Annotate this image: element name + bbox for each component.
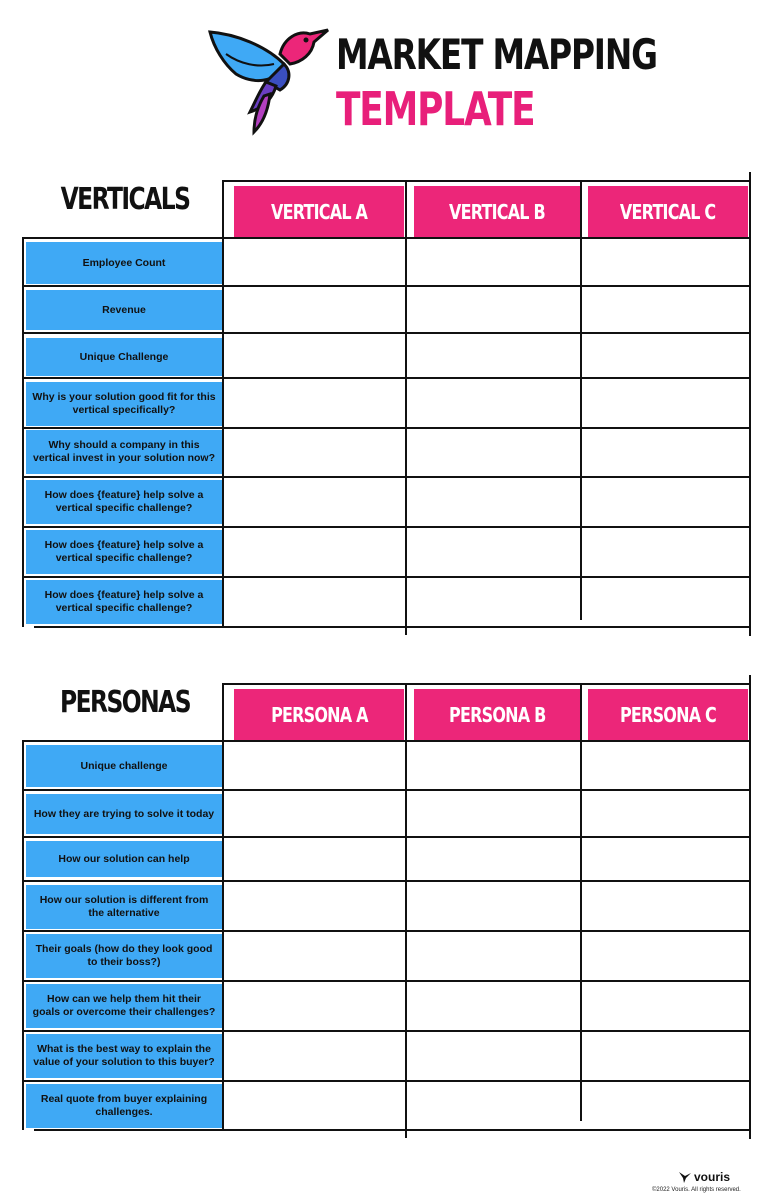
grid-line xyxy=(22,980,750,982)
grid-line xyxy=(222,180,224,626)
footer-brand-name: vouris xyxy=(694,1170,731,1184)
grid-line xyxy=(22,740,750,742)
row-label-explain-value: What is the best way to explain the value of your solution to this buyer? xyxy=(26,1034,222,1078)
grid-line xyxy=(22,526,750,528)
row-label-feature-2: How does {feature} help solve a vertical specific challenge? xyxy=(26,530,222,574)
row-label-trying-to-solve: How they are trying to solve it today xyxy=(26,794,222,834)
grid-line xyxy=(22,377,750,379)
grid-line xyxy=(222,180,750,182)
grid-line xyxy=(405,683,407,1138)
grid-line xyxy=(34,626,750,628)
grid-line xyxy=(22,476,750,478)
row-label-hit-goals: How can we help them hit their goals or overcome their challenges? xyxy=(26,984,222,1028)
row-label-unique-challenge: Unique challenge xyxy=(26,745,222,787)
row-label-solution-fit: Why is your solution good fit for this vertical specifically? xyxy=(26,382,222,426)
column-header-vertical-b: VERTICAL B xyxy=(414,186,580,238)
column-header-vertical-c: VERTICAL C xyxy=(588,186,748,238)
verticals-title: VERTICALS xyxy=(60,182,190,217)
grid-line xyxy=(749,675,751,1139)
row-label-employee-count: Employee Count xyxy=(26,242,222,284)
row-label-revenue: Revenue xyxy=(26,290,222,330)
column-header-vertical-a: VERTICAL A xyxy=(234,186,404,238)
page-header xyxy=(0,0,768,150)
grid-line xyxy=(22,740,24,1130)
column-header-persona-b: PERSONA B xyxy=(414,689,580,741)
row-label-invest-now: Why should a company in this vertical invest in your solution now? xyxy=(26,430,222,474)
grid-line xyxy=(749,172,751,636)
grid-line xyxy=(222,683,224,1129)
vouris-bird-icon xyxy=(679,1172,691,1183)
page-title-line1: MARKET MAPPING xyxy=(336,30,657,79)
grid-line xyxy=(22,332,750,334)
personas-title: PERSONAS xyxy=(60,685,190,720)
grid-line xyxy=(22,836,750,838)
row-label-solution-help: How our solution can help xyxy=(26,841,222,877)
grid-line xyxy=(22,930,750,932)
grid-line xyxy=(405,180,407,635)
column-header-persona-c: PERSONA C xyxy=(588,689,748,741)
page-title-line2: TEMPLATE xyxy=(336,82,535,136)
row-label-real-quote: Real quote from buyer explaining challenges. xyxy=(26,1084,222,1128)
grid-line xyxy=(22,789,750,791)
grid-line xyxy=(580,180,582,620)
row-label-feature-3: How does {feature} help solve a vertical specific challenge? xyxy=(26,580,222,624)
grid-line xyxy=(580,683,582,1121)
footer-copyright: ©2022 Vouris. All rights reserved. xyxy=(652,1187,741,1193)
row-label-unique-challenge: Unique Challenge xyxy=(26,338,222,376)
grid-line xyxy=(22,427,750,429)
grid-line xyxy=(22,576,750,578)
grid-line xyxy=(22,285,750,287)
row-label-solution-different: How our solution is different from the alternative xyxy=(26,885,222,929)
hummingbird-icon xyxy=(206,24,332,138)
grid-line xyxy=(22,1030,750,1032)
grid-line xyxy=(22,880,750,882)
grid-line xyxy=(222,683,750,685)
grid-line xyxy=(22,237,750,239)
footer-brand xyxy=(679,1170,730,1184)
row-label-their-goals: Their goals (how do they look good to their boss?) xyxy=(26,934,222,978)
column-header-persona-a: PERSONA A xyxy=(234,689,404,741)
grid-line xyxy=(34,1129,750,1131)
grid-line xyxy=(22,1080,750,1082)
grid-line xyxy=(22,237,24,627)
row-label-feature-1: How does {feature} help solve a vertical specific challenge? xyxy=(26,480,222,524)
